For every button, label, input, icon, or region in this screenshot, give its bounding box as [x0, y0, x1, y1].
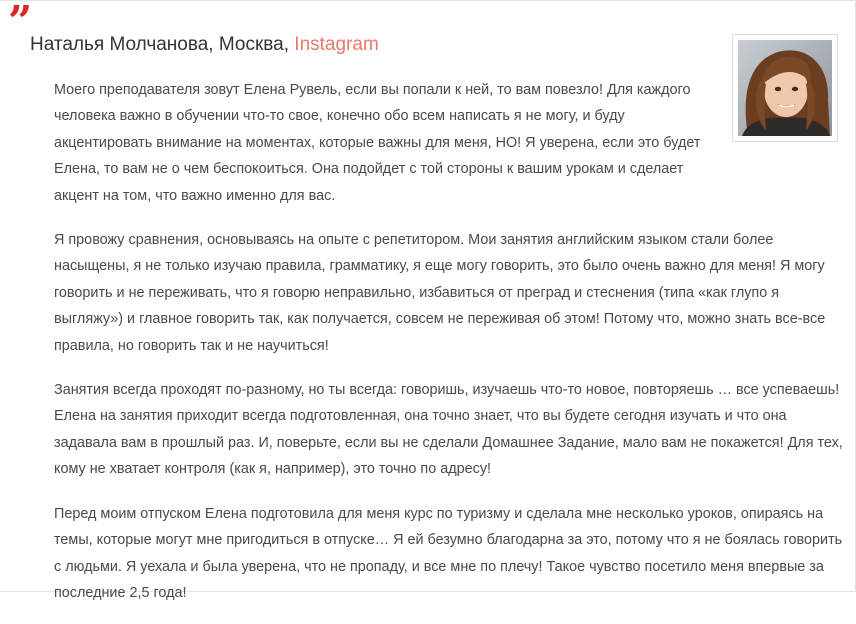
review-paragraph: Занятия всегда проходят по-разному, но ты всегда: говоришь, изучаешь что-то новое, повторяешь … все успеваешь! Елена на занятия приходит всегда подготовленная, она точно знает, что вы будете сегодня изучать и что она задавала вам в прошлый раз. И, поверьте, если вы не сделали Домашнее Задание, мало вам не покажется! Для тех, кому не хватает контроля (как я, например), это точно по адресу!	[54, 382, 843, 478]
review-body	[54, 77, 844, 624]
quote-icon: ”	[8, 0, 33, 46]
review-paragraph: Я провожу сравнения, основываясь на опыте с репетитором. Мои занятия английским языком стали более насыщены, я не только изучаю правила, грамматику, я еще могу говорить, это было очень важно для меня! Я могу говорить и не переживать, что я говорю неправильно, избавиться от преград и стеснения (типа «как глупо я выгляжу») и главное говорить так, как получается, совсем не переживая об этом! Потому что, можно знать все-все правила, но говорить так и не научиться!	[54, 232, 826, 354]
review-author: Наталья Молчанова, Москва,	[30, 34, 290, 55]
review-source-link[interactable]: Instagram	[294, 34, 379, 55]
review-paragraph: Моего преподавателя зовут Елена Рувель, если вы попали к ней, то вам повезло! Для каждого человека важно в обучении что-то свое, конечно обо всем написать я не могу, и буду акцентировать внимание на моментах, которые важны для меня, НО! Я уверена, если это будет Елена, то вам не о чем беспокоиться. Она подойдет с той стороны к вашим урокам и сделает акцент на том, что важно именно для вас.	[54, 82, 701, 204]
review-paragraph: Перед моим отпуском Елена подготовила для меня курс по туризму и сделала мне несколько уроков, опираясь на темы, которые могут мне пригодиться в отпуске… Я ей безумно благодарна за это, потому что я не боялась говорить с людьми. Я уехала и была уверена, что не пропаду, и все мне по плечу! Такое чувство посетило меня впервые за последние 2,5 года!	[54, 505, 843, 601]
review-header	[30, 34, 379, 56]
